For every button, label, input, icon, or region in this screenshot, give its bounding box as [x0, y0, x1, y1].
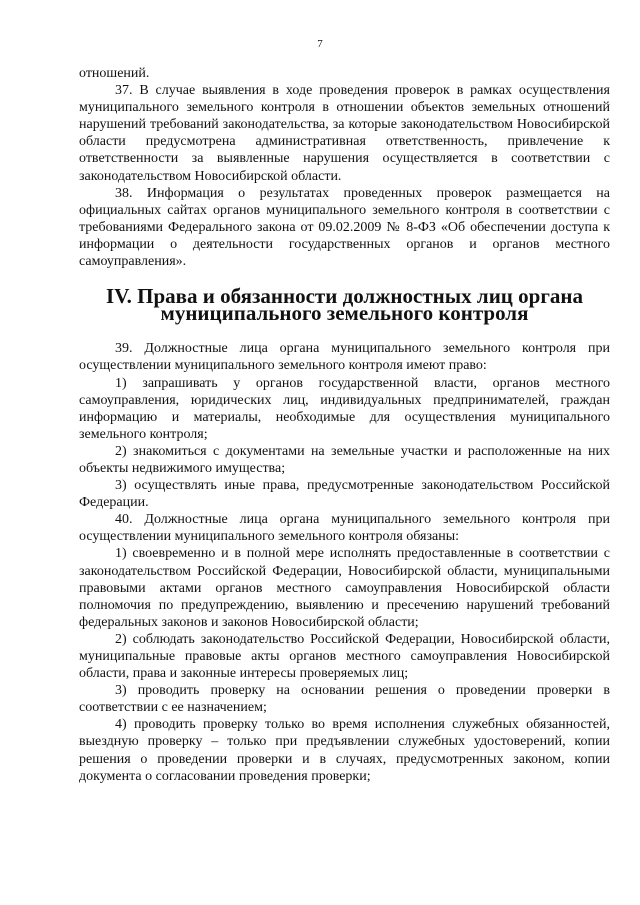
section-text-top [79, 65, 610, 270]
paragraph: 4) проводить проверку только во время исполнения служебных обязанностей, выездную проверку – только при предъявлении служебных удостоверений, копии решения о проведении проверки и в случаях, предусмотренных законом, копии документа о согласовании проведения проверки; [79, 717, 610, 784]
paragraph: отношений. [79, 66, 150, 81]
paragraph: 3) осуществлять иные права, предусмотренные законодательством Российской Федерации. [79, 478, 610, 511]
paragraph: 1) своевременно и в полной мере исполнять предоставленные в соответствии с законодательством Российской Федерации, Новосибирской области, муниципальными правовыми актами органов местного самоуправления Новосибирской области полномочия по предупреждению, выявлению и пресечению нарушений требований федеральных законов и законов Новосибирской области; [79, 546, 610, 630]
section-heading-line-1: IV. Права и обязанности должностных лиц органа [106, 284, 583, 309]
paragraph: 1) запрашивать у органов государственной власти, органов местного самоуправления, юридических лиц, индивидуальных предпринимателей, граждан информацию и материалы, необходимые для осуществления муниципального земельного контроля; [79, 375, 610, 442]
paragraph: 3) проводить проверку на основании решения о проведении проверки в соответствии с ее назначением; [79, 683, 610, 716]
document-body [79, 65, 610, 785]
paragraph: 37. В случае выявления в ходе проведения проверок в рамках осуществления муниципального земельного контроля в отношении объектов земельных отношений нарушений требований законодательства, за которые законодательством Новосибирской области предусмотрена административная ответственность, привлечение к ответственности за выявленные нарушения осуществляется в соответствии с законодательством Новосибирской области. [79, 83, 610, 184]
paragraph: 38. Информация о результатах проведенных проверок размещается на официальных сайтах органов муниципального земельного контроля в соответствии с требованиями Федерального закона от 09.02.2009 № 8-ФЗ «Об обеспечении доступа к информации о деятельности государственных органов и органов местного самоуправления». [79, 185, 610, 270]
paragraph: 40. Должностные лица органа муниципального земельного контроля при осуществлении муниципального земельного контроля обязаны: [79, 512, 610, 545]
paragraph: 39. Должностные лица органа муниципального земельного контроля при осуществлении муниципального земельного контроля имеют право: [79, 341, 610, 374]
section-text-bottom [79, 340, 610, 784]
spacer [79, 322, 610, 340]
paragraph: 2) соблюдать законодательство Российской Федерации, Новосибирской области, муниципальные правовые акты органов местного самоуправления Новосибирской области, права и законные интересы проверяемых лиц; [79, 631, 610, 682]
section-heading [79, 284, 610, 326]
page-number: 7 [317, 38, 323, 50]
paragraph: 2) знакомиться с документами на земельные участки и расположенные на них объекты недвижимого имущества; [79, 443, 610, 476]
section-heading-line-2: муниципального земельного контроля [160, 301, 529, 326]
